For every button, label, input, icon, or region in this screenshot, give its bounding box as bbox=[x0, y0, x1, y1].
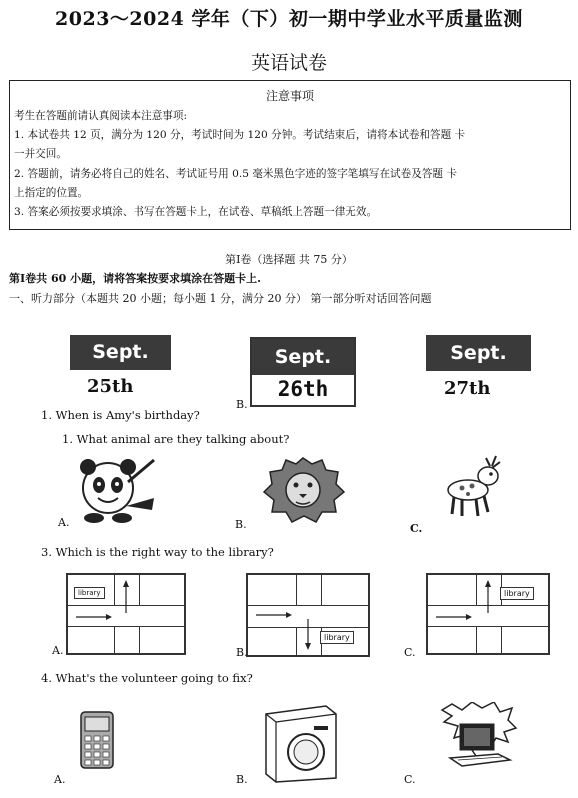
section-instruction: 第Ⅰ卷共 60 小题，请将答案按要求填涂在答题卡上. bbox=[9, 272, 261, 285]
map-option-a bbox=[66, 573, 186, 655]
calendar-month-label: Sept. bbox=[426, 335, 531, 371]
library-sign: library bbox=[74, 587, 105, 599]
notice-box bbox=[9, 80, 571, 230]
notice-item: 2. 答题前，请务必将自己的姓名、考试证号用 0.5 毫米黑色字迹的签字笔填写在试卷及答题 卡 bbox=[14, 168, 457, 180]
notice-item: 3. 答案必须按要求填涂、书写在答题卡上，在试卷、草稿纸上答题一律无效。 bbox=[14, 206, 378, 218]
calendar-date: 26th bbox=[277, 377, 329, 401]
notice-item: 上指定的位置。 bbox=[14, 187, 89, 199]
option-label: A. bbox=[58, 516, 70, 529]
exam-title: 2023〜2024 学年（下）初一期中学业水平质量监测 bbox=[55, 8, 523, 30]
panda-image bbox=[68, 454, 160, 526]
lion-image bbox=[260, 454, 346, 524]
calendar-card bbox=[250, 337, 356, 407]
calendar-date: 27th bbox=[444, 378, 491, 399]
library-sign: library bbox=[320, 631, 354, 644]
option-label: A. bbox=[52, 644, 64, 657]
notice-title: 注意事项 bbox=[265, 89, 314, 103]
notice-item: 一并交回。 bbox=[14, 148, 67, 160]
route-arrows bbox=[68, 575, 184, 653]
map-option-c bbox=[426, 573, 550, 655]
mobile-phone-image bbox=[80, 711, 114, 769]
question-3: 3. Which is the right way to the library? bbox=[41, 545, 274, 559]
option-label: C. bbox=[410, 522, 423, 535]
deer-image bbox=[430, 452, 516, 520]
calendar-date: 25th bbox=[87, 376, 134, 397]
notice-item: 1. 本试卷共 12 页，满分为 120 分，考试时间为 120 分钟。考试结束后，请将本试卷和答题 卡 bbox=[14, 129, 466, 141]
map-option-b bbox=[246, 573, 370, 657]
option-label: C. bbox=[404, 646, 416, 659]
library-sign: library bbox=[500, 587, 534, 600]
option-label: A. bbox=[54, 773, 66, 786]
calendar-month-label: Sept. bbox=[70, 335, 171, 370]
route-arrows bbox=[248, 575, 368, 655]
option-label: B. bbox=[235, 518, 247, 531]
computer-image bbox=[438, 702, 518, 774]
listening-part-heading: 一、听力部分（本题共 20 小题；每小题 1 分，满分 20 分） 第一部分听对话回答问题 bbox=[9, 292, 432, 305]
washing-machine-image bbox=[256, 700, 340, 784]
section-title: 第Ⅰ卷（选择题 共 75 分） bbox=[225, 253, 353, 266]
route-arrows bbox=[428, 575, 548, 653]
question-1: 1. When is Amy's birthday? bbox=[41, 408, 200, 422]
question-4: 4. What's the volunteer going to fix? bbox=[41, 671, 253, 685]
option-label: C. bbox=[404, 773, 416, 786]
question-2: 1. What animal are they talking about? bbox=[62, 432, 290, 446]
option-label: B. bbox=[236, 646, 248, 659]
exam-subtitle: 英语试卷 bbox=[250, 52, 327, 74]
calendar-month-label: Sept. bbox=[252, 339, 354, 375]
option-label: B. bbox=[236, 398, 248, 411]
notice-intro: 考生在答题前请认真阅读本注意事项: bbox=[14, 110, 188, 122]
option-label: B. bbox=[236, 773, 248, 786]
